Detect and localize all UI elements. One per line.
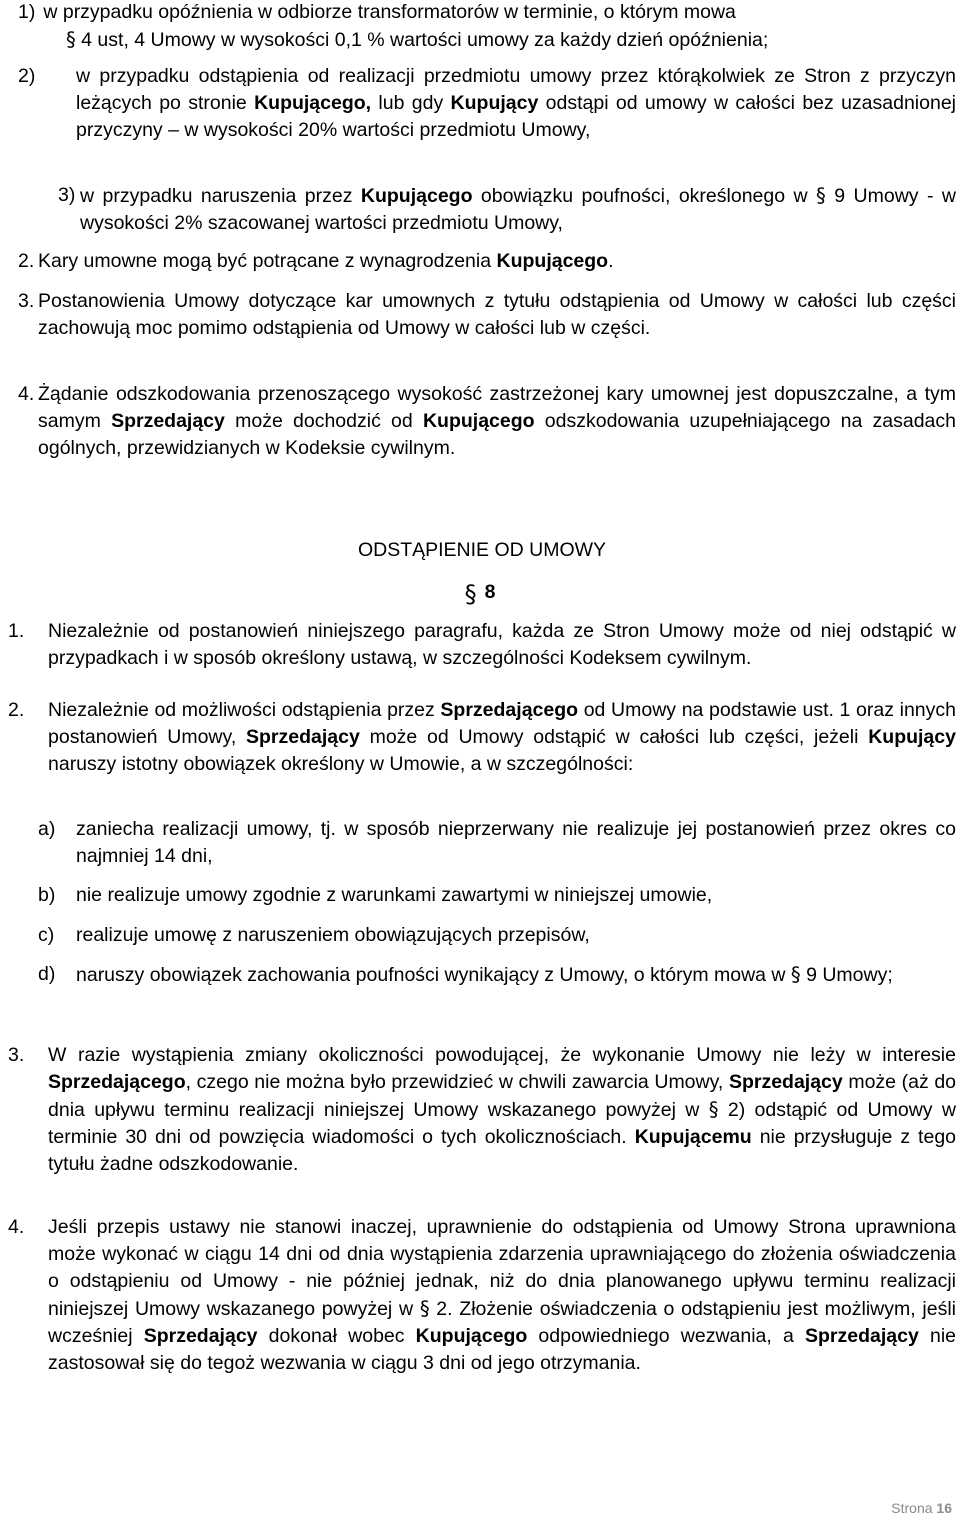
clause-number: 3. [18,290,35,312]
item-number: 2) [18,65,36,87]
case-letter: d) [38,963,56,985]
paragraph-sign: § [419,1297,430,1320]
penalty-item-3 [58,182,956,237]
case-letter: a) [38,818,56,840]
clause-text: Kary umowne mogą być potrącane z wynagrodzenia Kupującego. [38,250,614,272]
case-text: realizuje umowę z naruszeniem obowiązujących przepisów, [76,924,590,946]
clause-text: Niezależnie od możliwości odstąpienia przez Sprzedającego od Umowy na podstawie ust. 1 oraz innych postanowień Umowy, Sprzedający może od Umowy odstąpić w całości lub części, jeżeli Kupujący naruszy istotny obowiązek określony w Umowie, a w szczególności: [48,699,956,775]
page-number: 16 [936,1500,952,1516]
item-number: 3) [58,184,76,206]
penalty-item-2 [18,63,956,144]
paragraph-sign: § [790,963,801,986]
clause-text: Żądanie odszkodowania przenoszącego wysokość zastrzeżonej kary umownej jest dopuszczalne, a tym samym Sprzedający może dochodzić od Kupującego odszkodowania uzupełniającego na zasadach ogólnych, przewidzianych w Kodeksie cywilnym. [38,383,956,459]
clause-number: 1. [8,620,25,642]
case-letter: c) [38,924,55,946]
withdrawal-clause-2 [8,697,956,778]
penalty-item-1 [18,0,956,54]
clause-2 [18,248,956,275]
paragraph-sign: § [464,580,477,608]
withdrawal-case-d [38,961,956,989]
clause-number: 4. [18,383,35,405]
item-text: w przypadku odstąpienia od realizacji przedmiotu umowy przez którąkolwiek ze Stron z przyczyn leżących po stronie Kupującego, lub gdy Kupujący odstąpi od umowy w całości bez uzasadnionej przyczyny – w wysokości 20% wartości przedmiotu Umowy, [76,65,957,141]
withdrawal-case-c [38,922,956,949]
paragraph-sign: § [708,1098,719,1121]
paragraph-sign: § [816,184,826,207]
clause-3 [18,288,956,342]
section-title: ODSTĄPIENIE OD UMOWY [357,539,607,561]
case-text: nie realizuje umowy zgodnie z warunkami zawartymi w niniejszej umowie, [76,884,713,906]
item-text: w przypadku naruszenia przez Kupującego obowiązku poufności, określonego w § 9 Umowy - w wysokości 2% szacowanej wartości przedmiotu Umowy, [80,184,956,234]
withdrawal-case-b [38,882,956,909]
withdrawal-clause-4 [8,1214,956,1377]
clause-text: Niezależnie od postanowień niniejszego paragrafu, każda ze Stron Umowy może od niej odstąpić w przypadkach i w sposób określony ustawą, w szczególności Kodeksem cywilnym. [48,620,956,669]
clause-text: Postanowienia Umowy dotyczące kar umownych z tytułu odstąpienia od Umowy w całości lub części zachowują moc pomimo odstąpienia od Umowy w całości lub w części. [38,290,956,339]
paragraph-sign: § [66,28,76,51]
clause-number: 2. [8,699,25,721]
page-footer [891,1495,952,1522]
clause-number: 3. [8,1044,25,1066]
withdrawal-clause-3 [8,1042,956,1178]
case-text: naruszy obowiązek zachowania poufności wynikający z Umowy, o którym mowa w § 9 Umowy; [76,963,893,986]
case-letter: b) [38,884,56,906]
clause-4 [18,381,956,462]
withdrawal-clause-1 [8,618,956,672]
clause-number: 4. [8,1216,25,1238]
clause-number: 2. [18,250,35,272]
item-number: 1) [18,1,36,23]
item-text-rest: 4 ust, 4 Umowy w wysokości 0,1 % wartości umowy za każdy dzień opóźnienia; [75,29,769,51]
case-text: zaniecha realizacji umowy, tj. w sposób nieprzerwany nie realizuje jej postanowień przez okres co najmniej 14 dni, [76,818,956,867]
section-number: § 8 [464,580,496,608]
item-text-line1: w przypadku opóźnienia w odbiorze transformatorów w terminie, o którym mowa [43,1,736,23]
footer-label: Strona [891,1500,933,1516]
withdrawal-case-a [38,816,956,870]
clause-text: Jeśli przepis ustawy nie stanowi inaczej, uprawnienie do odstąpienia od Umowy Strona uprawniona może wykonać w ciągu 14 dni od dnia wystąpienia zdarzenia uprawniającego do złożenia oświadczenia o odstąpieniu od Umowy - nie później jednak, niż do dnia planowanego upływu terminu realizacji niniejszej Umowy wskazanego powyżej w § 2. Złożenie oświadczenia o odstąpieniu jest możliwym, jeśli wcześniej Sprzedający dokonał wobec Kupującego odpowiedniego wezwania, a Sprzedający nie zastosował się do tegoż wezwania w ciągu 3 dni od jego otrzymania. [48,1216,956,1374]
clause-text: W razie wystąpienia zmiany okoliczności powodującej, że wykonanie Umowy nie leży w interesie Sprzedającego, czego nie można było przewidzieć w chwili zawarcia Umowy, Sprzedający może (aż do dnia upływu terminu realizacji niniejszej Umowy wskazanego powyżej w § 2) odstąpić od Umowy w terminie 30 dni od powzięcia wiadomości o tych okolicznościach. Kupującemu nie przysługuje z tego tytułu żadne odszkodowanie. [48,1044,957,1175]
item-text-line2 [18,26,956,54]
